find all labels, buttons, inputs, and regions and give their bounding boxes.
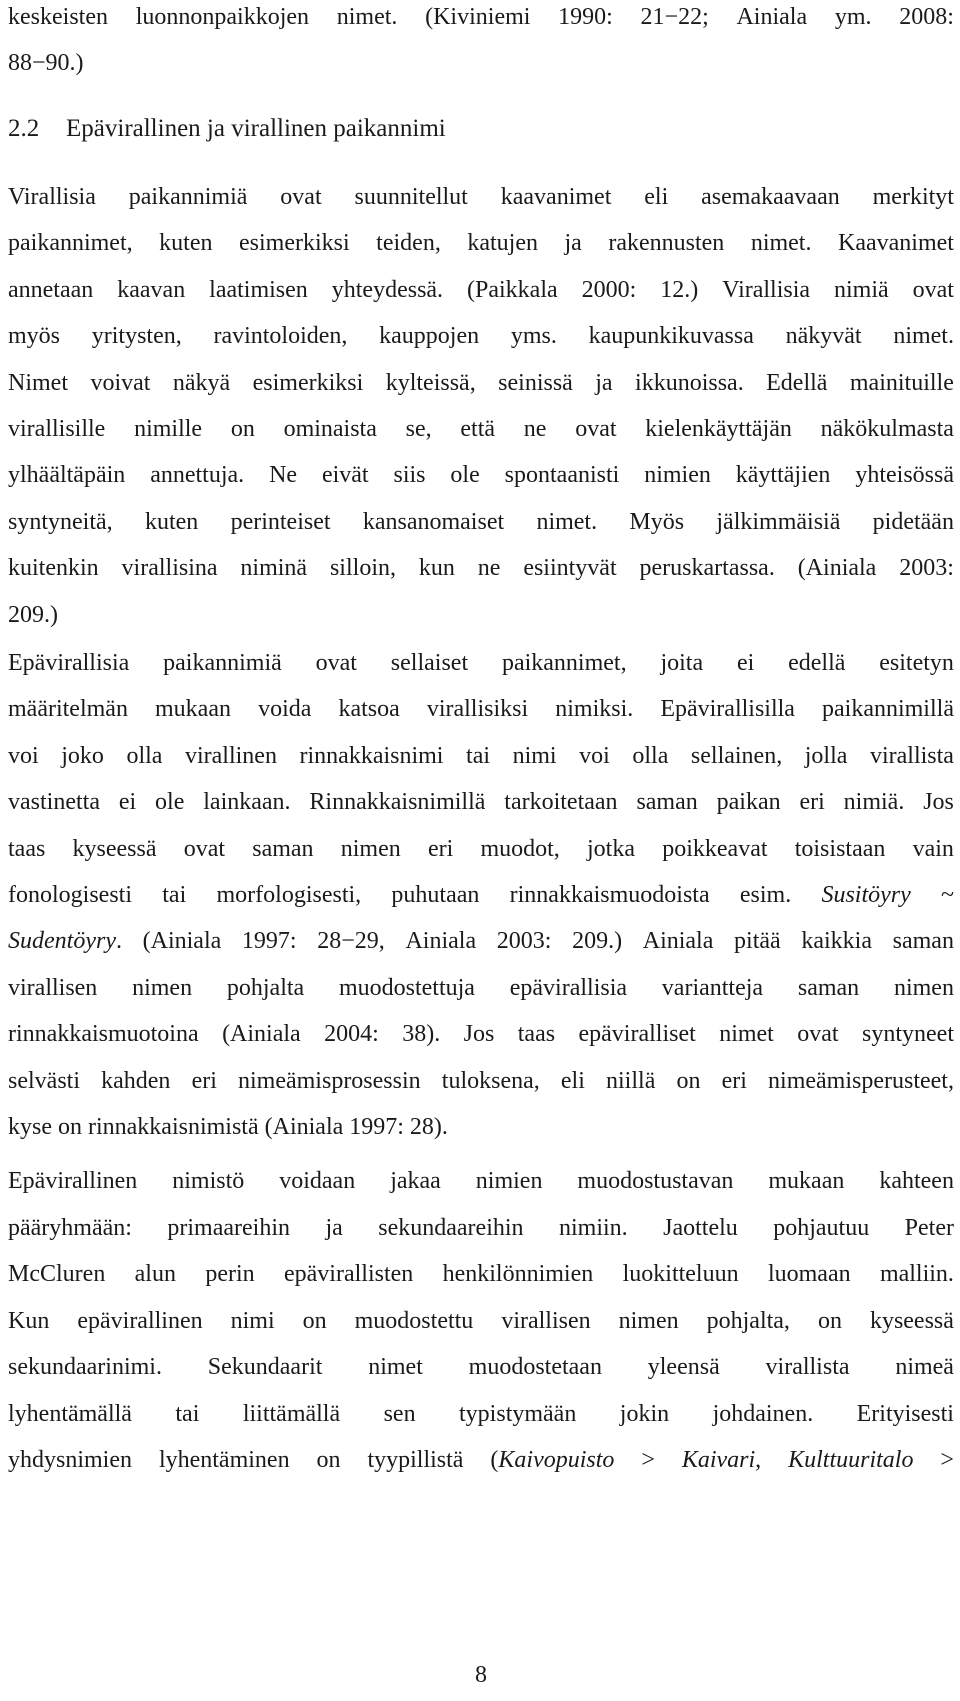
text-line: syntyneitä, kuten perinteiset kansanomaiset nimet. Myös jälkimmäisiä pidetään [8,508,954,535]
text-line: kyse on rinnakkaisnimistä (Ainiala 1997: 28). [8,1114,448,1140]
text-line: lyhentämällä tai liittämällä sen typistymään jokin johdainen. Erityisesti [8,1400,954,1427]
text-line: Epävirallisia paikannimiä ovat sellaiset paikannimet, joita ei edellä esitetyn [8,650,954,676]
text-line: Sudentöyry. (Ainiala 1997: 28−29, Ainiala 2003: 209.) Ainiala pitää kaikkia saman [8,928,954,955]
text-line: vastinetta ei ole lainkaan. Rinnakkaisnimillä tarkoitetaan saman paikan eri nimiä. Jos [8,789,954,816]
text-line: fonologisesti tai morfologisesti, puhutaan rinnakkaismuodoista esim. Susitöyry ~ [8,882,954,908]
text-line: paikannimet, kuten esimerkiksi teiden, katujen ja rakennusten nimet. Kaavanimet [8,230,954,257]
text-line: pääryhmään: primaareihin ja sekundaareihin nimiin. Jaottelu pohjautuu Peter [8,1214,954,1241]
text-line: virallisen nimen pohjalta muodostettuja epävirallisia variantteja saman nimen [8,974,954,1001]
text-line: taas kyseessä ovat saman nimen eri muodot, jotka poikkeavat toisistaan vain [8,835,954,862]
text-line: Virallisia paikannimiä ovat suunnitellut kaavanimet eli asemakaavaan merkityt [8,184,954,210]
section-title: Epävirallinen ja virallinen paikannimi [66,115,446,142]
text-line: voi joko olla virallinen rinnakkaisnimi tai nimi voi olla sellainen, jolla virallista [8,742,954,769]
text-line: kuitenkin virallisina niminä silloin, kun ne esiintyvät peruskartassa. (Ainiala 2003: [8,555,954,582]
text-line: 209.) [8,601,58,628]
text-line: keskeisten luonnonpaikkojen nimet. (Kiviniemi 1990: 21−22; Ainiala ym. 2008: [8,4,954,30]
text-line: ylhäältäpäin annettuja. Ne eivät siis ole spontaanisti nimien käyttäjien yhteisössä [8,462,954,489]
text-line: Nimet voivat näkyä esimerkiksi kylteissä, seinissä ja ikkunoissa. Edellä mainituille [8,369,954,396]
text-line: Epävirallinen nimistö voidaan jakaa nimien muodostustavan mukaan kahteen [8,1168,954,1194]
page-number: 8 [475,1662,487,1688]
section-number: 2.2 [8,115,40,142]
text-line: virallisille nimille on ominaista se, että ne ovat kielenkäyttäjän näkökulmasta [8,416,954,442]
text-line: rinnakkaismuotoina (Ainiala 2004: 38). Jos taas epäviralliset nimet ovat syntyneet [8,1021,954,1048]
text-line: sekundaarinimi. Sekundaarit nimet muodostetaan yleensä virallista nimeä [8,1354,954,1380]
text-line: McCluren alun perin epävirallisten henkilönnimien luokitteluun luomaan malliin. [8,1261,954,1287]
text-line: annetaan kaavan laatimisen yhteydessä. (Paikkala 2000: 12.) Virallisia nimiä ovat [8,276,954,303]
text-line: määritelmän mukaan voida katsoa virallisiksi nimiksi. Epävirallisilla paikannimillä [8,696,954,723]
text-line: 88−90.) [8,50,84,76]
text-line: myös yritysten, ravintoloiden, kauppojen yms. kaupunkikuvassa näkyvät nimet. [8,323,954,350]
section-heading [8,114,446,144]
text-line: selvästi kahden eri nimeämisprosessin tuloksena, eli niillä on eri nimeämisperusteet, [8,1067,954,1094]
text-line: yhdysnimien lyhentäminen on tyypillistä (Kaivopuisto > Kaivari, Kulttuuritalo > [8,1447,954,1473]
text-line: Kun epävirallinen nimi on muodostettu virallisen nimen pohjalta, on kyseessä [8,1307,954,1334]
